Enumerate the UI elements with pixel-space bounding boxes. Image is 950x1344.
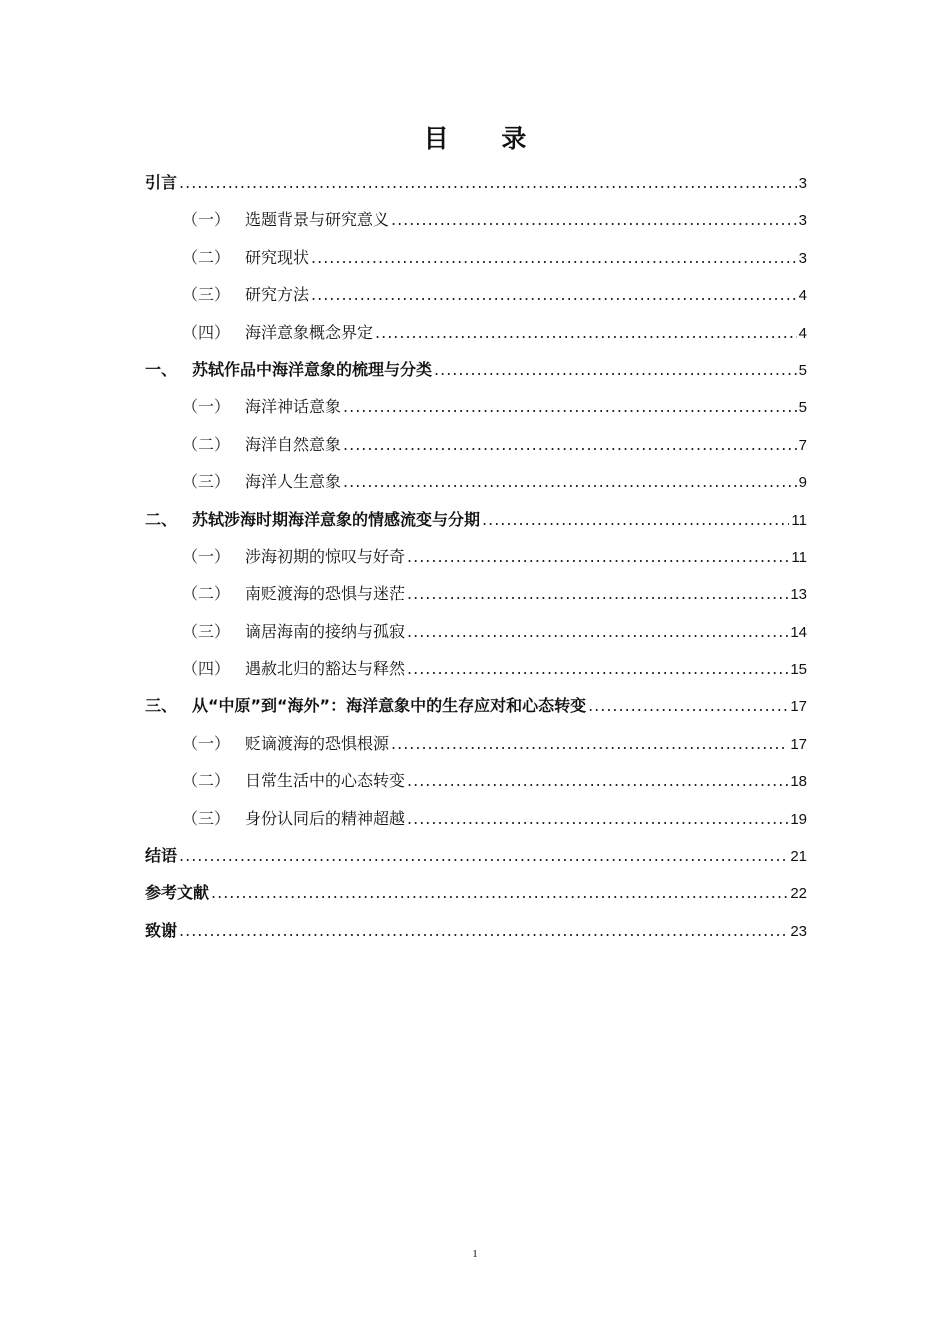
toc-entry[interactable] bbox=[145, 579, 807, 616]
toc-entry-title: 日常生活中的心态转变 bbox=[245, 771, 406, 791]
toc-entry-title: 海洋意象概念界定 bbox=[245, 322, 374, 342]
toc-entry-page: 19 bbox=[790, 810, 807, 828]
toc-entry[interactable] bbox=[145, 766, 807, 803]
dot-leader bbox=[343, 430, 797, 460]
toc-entry-title: 谪居海南的接纳与孤寂 bbox=[245, 621, 406, 641]
toc-entry-title: 致谢 bbox=[145, 920, 178, 940]
toc-entry-page: 7 bbox=[798, 436, 807, 454]
toc-entry-number: （一） bbox=[182, 397, 231, 417]
toc-entry-page: 11 bbox=[791, 548, 807, 566]
dot-leader bbox=[375, 318, 797, 348]
toc-entry[interactable] bbox=[145, 878, 807, 915]
toc-entry-title: 结语 bbox=[145, 846, 178, 866]
toc-entry-page: 4 bbox=[798, 287, 807, 305]
toc-entry[interactable] bbox=[145, 243, 807, 280]
dot-leader bbox=[482, 505, 789, 535]
dot-leader bbox=[311, 280, 797, 310]
toc-entry-page: 17 bbox=[790, 735, 807, 753]
page-number: 1 bbox=[472, 1248, 478, 1260]
toc-entry[interactable] bbox=[145, 691, 807, 728]
toc-entry-title: 海洋自然意象 bbox=[245, 434, 342, 454]
toc-entry[interactable] bbox=[145, 542, 807, 579]
dot-leader bbox=[343, 467, 797, 497]
toc-entry[interactable] bbox=[145, 280, 807, 317]
toc-entry-number: （四） bbox=[182, 322, 231, 342]
toc-entry-page: 5 bbox=[798, 399, 807, 417]
toc-entry-page: 9 bbox=[798, 474, 807, 492]
toc-entry[interactable] bbox=[145, 729, 807, 766]
toc-entry-page: 4 bbox=[798, 324, 807, 342]
toc-entry[interactable] bbox=[145, 916, 807, 953]
toc-entry-number: （三） bbox=[182, 472, 231, 492]
toc-entry[interactable] bbox=[145, 505, 807, 542]
page-title: 目 录 bbox=[423, 124, 549, 153]
toc-entry-title: 遇赦北归的豁达与释然 bbox=[245, 659, 406, 679]
toc-entry-page: 3 bbox=[798, 212, 807, 230]
dot-leader bbox=[179, 841, 788, 871]
dot-leader bbox=[434, 355, 797, 385]
toc-entry-page: 3 bbox=[798, 175, 807, 192]
toc-entry[interactable] bbox=[145, 430, 807, 467]
toc-entry-number: （三） bbox=[182, 808, 231, 828]
toc-entry-page: 13 bbox=[790, 586, 807, 604]
toc-entry-page: 22 bbox=[790, 885, 807, 903]
toc-entry-page: 5 bbox=[798, 361, 807, 379]
toc-entry[interactable] bbox=[145, 467, 807, 504]
toc-entry-number: （二） bbox=[182, 771, 231, 791]
toc-entry-page: 21 bbox=[790, 848, 807, 866]
toc-entry-title: 身份认同后的精神超越 bbox=[245, 808, 406, 828]
dot-leader bbox=[407, 542, 789, 572]
toc-entry-title: 海洋神话意象 bbox=[245, 397, 342, 417]
toc-entry-page: 11 bbox=[791, 511, 807, 529]
toc-entry-title: 选题背景与研究意义 bbox=[245, 210, 390, 230]
toc-entry[interactable] bbox=[145, 804, 807, 841]
toc-entry-title: 从“中原”到“海外”：海洋意象中的生存应对和心态转变 bbox=[192, 696, 587, 716]
dot-leader bbox=[343, 392, 797, 422]
toc-entry-page: 17 bbox=[790, 698, 807, 716]
toc-entry-page: 14 bbox=[790, 623, 807, 641]
toc-entry-title: 引言 bbox=[145, 173, 178, 192]
toc-entry[interactable] bbox=[145, 654, 807, 691]
toc-entry-number: （三） bbox=[182, 285, 231, 305]
toc-entry-title: 南贬渡海的恐惧与迷茫 bbox=[245, 584, 406, 604]
dot-leader bbox=[407, 804, 788, 834]
toc-entry-number: （二） bbox=[182, 584, 231, 604]
toc-entry-number: 三、 bbox=[145, 696, 178, 716]
toc-entry-page: 3 bbox=[798, 249, 807, 267]
toc-entry-number: 一、 bbox=[145, 359, 178, 379]
toc-entry-number: （一） bbox=[182, 546, 231, 566]
toc-entry-number: （四） bbox=[182, 659, 231, 679]
toc-entry-page: 18 bbox=[790, 773, 807, 791]
dot-leader bbox=[407, 617, 788, 647]
dot-leader bbox=[179, 916, 788, 946]
toc-entry-number: 二、 bbox=[145, 509, 178, 529]
toc-entry[interactable] bbox=[145, 168, 807, 205]
toc-entry-title: 贬谪渡海的恐惧根源 bbox=[245, 733, 390, 753]
dot-leader bbox=[588, 691, 788, 721]
toc-entry-title: 海洋人生意象 bbox=[245, 472, 342, 492]
toc-entry-title: 苏轼涉海时期海洋意象的情感流变与分期 bbox=[192, 509, 481, 529]
dot-leader bbox=[311, 243, 797, 273]
dot-leader bbox=[407, 654, 788, 684]
toc-entry[interactable] bbox=[145, 355, 807, 392]
toc-entry-title: 苏轼作品中海洋意象的梳理与分类 bbox=[192, 359, 433, 379]
toc-entry-number: （一） bbox=[182, 210, 231, 230]
toc-entry-title: 涉海初期的惊叹与好奇 bbox=[245, 546, 406, 566]
toc-entry-title: 研究方法 bbox=[245, 285, 310, 305]
dot-leader bbox=[211, 878, 788, 908]
dot-leader bbox=[407, 579, 788, 609]
toc-entry-title: 参考文献 bbox=[145, 883, 210, 903]
toc-entry[interactable] bbox=[145, 205, 807, 242]
dot-leader bbox=[391, 729, 788, 759]
toc-entry[interactable] bbox=[145, 617, 807, 654]
toc-entry-page: 15 bbox=[790, 661, 807, 679]
toc-entry-number: （二） bbox=[182, 434, 231, 454]
toc-entry-page: 23 bbox=[790, 922, 807, 940]
toc-entry[interactable] bbox=[145, 318, 807, 355]
toc-entry-title: 研究现状 bbox=[245, 247, 310, 267]
dot-leader bbox=[391, 205, 797, 235]
toc-entry-number: （三） bbox=[182, 621, 231, 641]
dot-leader bbox=[407, 766, 788, 796]
dot-leader bbox=[179, 168, 797, 198]
toc-entry[interactable] bbox=[145, 841, 807, 878]
toc-entry-number: （一） bbox=[182, 733, 231, 753]
toc-entry[interactable] bbox=[145, 392, 807, 429]
table-of-contents bbox=[145, 168, 807, 953]
toc-entry-number: （二） bbox=[182, 247, 231, 267]
